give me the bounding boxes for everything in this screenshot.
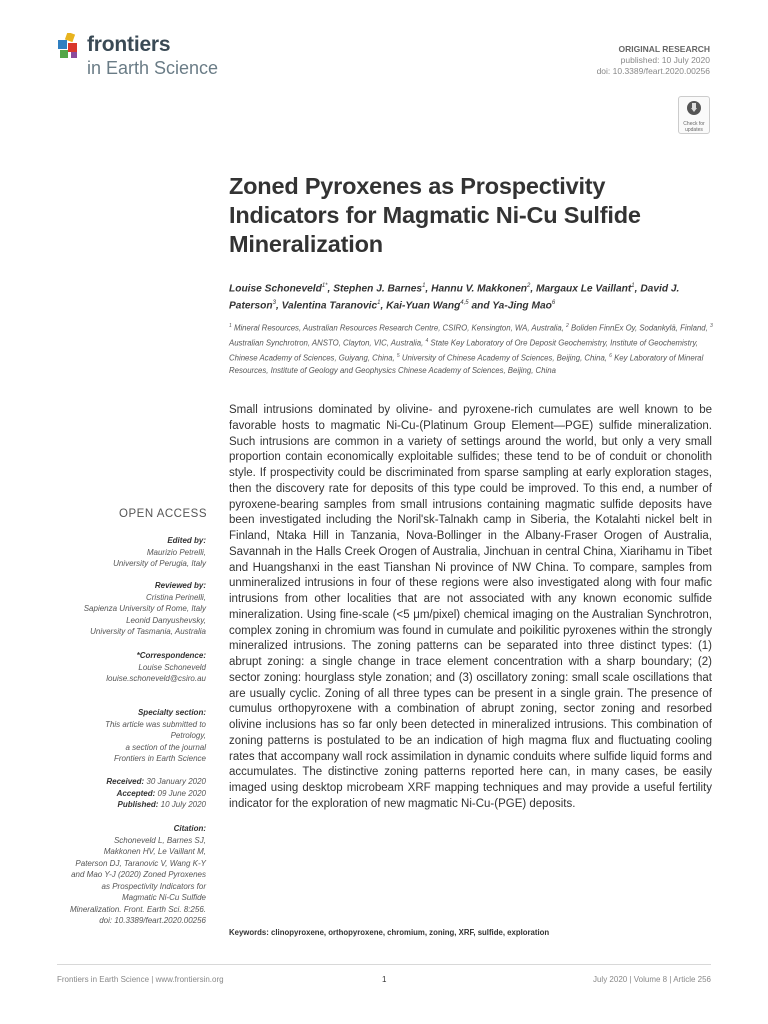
citation-line: Paterson DJ, Taranovic V, Wang K-Y bbox=[75, 858, 206, 868]
author-sup: 4,5 bbox=[460, 300, 469, 307]
logo-line1: frontiers bbox=[87, 33, 171, 56]
specialty-line: a section of the journal bbox=[125, 742, 206, 752]
reviewer-name: Cristina Perinelli, bbox=[145, 592, 206, 602]
author-sup: 2 bbox=[526, 283, 531, 289]
page-number: 1 bbox=[382, 975, 387, 984]
reviewed-by-label: Reviewed by: bbox=[154, 581, 206, 590]
reviewer-affil: University of Tasmania, Australia bbox=[90, 627, 206, 636]
editor-name: Maurizio Petrelli, bbox=[146, 547, 206, 557]
affiliation: Mineral Resources, Australian Resources Research Centre, CSIRO, Kensington, WA, Australia, bbox=[233, 323, 564, 333]
article-title: Zoned Pyroxenes as Prospectivity Indicators for Magmatic Ni-Cu Sulfide Mineralization bbox=[229, 173, 641, 257]
published-label: Published: bbox=[117, 800, 159, 809]
correspondence-email[interactable]: louise.schoneveld@csiro.au bbox=[106, 674, 206, 683]
article-type: ORIGINAL RESEARCH bbox=[618, 44, 710, 54]
published-date-side: 10 July 2020 bbox=[160, 800, 206, 809]
logo-line2: in Earth Science bbox=[87, 58, 219, 78]
affil-sup: 5 bbox=[396, 353, 400, 360]
edited-by-label: Edited by: bbox=[167, 536, 206, 545]
author[interactable]: Louise Schoneveld bbox=[229, 283, 322, 295]
author-list: Louise Schoneveld$^{1*}$, Stephen J. Barnes$^1$, Hannu V. Makkonen$^2$, Margaux Le Vaillant$^1$, David J. Paterson$^3$, Valentina Taranovic$^1$, Kai-Yuan Wang$^{4,5}$ and Ya-Jing Mao$^6$ bbox=[229, 283, 680, 312]
affil-sup: 4 bbox=[425, 338, 429, 345]
citation-line: Schoneveld L, Barnes SJ, bbox=[113, 835, 206, 845]
keywords bbox=[229, 928, 709, 937]
author[interactable]: Kai-Yuan Wang bbox=[386, 300, 461, 312]
keywords-list: clinopyroxene, orthopyroxene, chromium, zoning, XRF, sulfide, exploration bbox=[271, 928, 550, 937]
author[interactable]: Margaux Le Vaillant bbox=[535, 283, 632, 295]
author[interactable]: Hannu V. Makkonen bbox=[431, 283, 527, 295]
published-date: published: 10 July 2020 bbox=[620, 55, 710, 65]
author[interactable]: Stephen J. Barnes bbox=[333, 283, 423, 295]
citation-line: and Mao Y-J (2020) Zoned Pyroxenes bbox=[71, 870, 206, 879]
affil-sup: 2 bbox=[566, 323, 569, 329]
edited-by-block bbox=[113, 535, 206, 570]
citation-line: as Prospectivity Indicators for bbox=[101, 881, 206, 891]
accepted-date: 09 June 2020 bbox=[157, 788, 206, 798]
affiliation: University of Chinese Academy of Sciences, Beijing, China, bbox=[401, 353, 607, 363]
author[interactable]: David J. Paterson bbox=[229, 283, 680, 312]
article-meta bbox=[597, 44, 710, 77]
check-updates-icon bbox=[686, 100, 702, 116]
citation-block bbox=[70, 823, 206, 927]
citation-line: Magmatic Ni-Cu Sulfide bbox=[121, 893, 206, 902]
journal-logo[interactable] bbox=[57, 33, 257, 83]
citation-line: Mineralization. Front. Earth Sci. 8:256. bbox=[69, 904, 206, 914]
footer-divider bbox=[57, 964, 711, 965]
affil-sup: 1 bbox=[229, 323, 232, 329]
affil-sup: 6 bbox=[609, 353, 612, 360]
author-sup: 3 bbox=[272, 300, 276, 307]
author[interactable]: Valentina Taranovic bbox=[281, 300, 378, 312]
affil-sup: 3 bbox=[709, 323, 713, 329]
author-sup: 1* bbox=[321, 283, 328, 289]
author-sup: 6 bbox=[551, 300, 556, 307]
affiliation: State Key Laboratory of Ore Deposit Geochemistry, Institute of Geochemistry, Chinese Academy of Sciences, Guiyang, China, bbox=[229, 338, 698, 363]
specialty-label: Specialty section: bbox=[137, 708, 206, 717]
affiliation: Boliden FinnEx Oy, Sodankylä, Finland, bbox=[571, 323, 708, 333]
affiliation: Key Laboratory of Mineral Resources, Institute of Geology and Geophysics Chinese Academy of Sciences, Beijing, China bbox=[229, 353, 704, 376]
footer-journal[interactable]: Frontiers in Earth Science | www.frontiersin.org bbox=[57, 975, 224, 984]
editor-affil: University of Perugia, Italy bbox=[113, 559, 206, 568]
open-access-label: OPEN ACCESS bbox=[119, 508, 207, 520]
reviewer-name: Leonid Danyushevsky, bbox=[126, 615, 206, 625]
specialty-block bbox=[105, 707, 206, 765]
correspondence-block bbox=[106, 650, 206, 685]
author-sup: 1 bbox=[631, 283, 635, 289]
received-date: 30 January 2020 bbox=[146, 777, 206, 786]
reviewed-by-block bbox=[84, 580, 206, 638]
citation-doi[interactable]: doi: 10.3389/feart.2020.00256 bbox=[99, 916, 206, 925]
reviewer-affil: Sapienza University of Rome, Italy bbox=[83, 604, 206, 613]
citation-line: Makkonen HV, Le Vaillant M, bbox=[103, 847, 206, 856]
specialty-line: This article was submitted to bbox=[105, 719, 206, 729]
specialty-line: Petrology, bbox=[170, 731, 206, 740]
frontiers-logo-icon bbox=[57, 33, 83, 59]
badge-line1: Check for bbox=[683, 121, 705, 127]
affiliation: Australian Synchrotron, ANSTO, Clayton, VIC, Australia, bbox=[229, 338, 424, 348]
correspondence-name: Louise Schoneveld bbox=[138, 662, 206, 672]
accepted-label: Accepted: bbox=[116, 788, 156, 798]
footer-issue: July 2020 | Volume 8 | Article 256 bbox=[592, 975, 711, 984]
keywords-label: Keywords: bbox=[229, 928, 269, 937]
citation-label: Citation: bbox=[173, 824, 206, 833]
author[interactable]: Ya-Jing Mao bbox=[492, 300, 552, 312]
received-label: Received: bbox=[106, 777, 145, 786]
correspondence-label: *Correspondence: bbox=[136, 651, 206, 660]
abstract-text: Small intrusions dominated by olivine- and pyroxene-rich cumulates are well known to be favorable hosts to magmatic Ni-Cu-(Platinum Group Element—PGE) sulfide mineralization. Such intrusions are common in a variety of settings around the world, but only a very small proportion contain economically exploitable sulfides; these tend to be of conduit or chonolith style. If prospectivity could be discriminated from sparse sampling at early exploration stages, then the discovery rate for deposits of this type could be improved. To this end, a number of pyroxene-bearing samples from small intrusions containing magmatic sulfide deposits have been investigated including the Noril'sk-Talnakh camp in Siberia, the Kotalahti nickel belt in Finland, Ntaka Hill in Tanzania, Nova-Bollinger in the Albany-Fraser Orogen of Australia, Savannah in the Halls Creek Orogen of Australia, Jinchuan in central China, Xiarihamu in Tibet and Huangshanxi in the east Tianshan Ni province of NW China. To compare, samples from unmineralized intrusions in four of these regions were also investigated along with four mafic intrusions from other localities that are not associated with any known economic sulfide mineralization. Using fine-scale (<5 μm/pixel) chemical imaging on the Australian Synchrotron, complex zoning in chromium was found in cumulate and poikilitic pyroxenes within the strongly mineralized intrusions. The zoning patterns can be separated into three distinct types: (1) abrupt zoning: a single change in trace element concentration with a sharp boundary; (2) sector zoning: hourglass style zonation; and (3) oscillatory zoning: small scale oscillations that are usually cyclic. Zoning of all three types can be present in a single grain. The presence of cumulus orthopyroxene with a combination of abrupt zoning, sector zoning and resorbed olivine inclusions has so far only been detected in mineralized intrusions. This combination of zoning patterns is postulated to be an indication of high magma flux and fluctuating cooling rates that accompany wall rock assimilation in dynamic conduits where sulfide liquid forms and accumulates. The distinctive zoning patterns reported here can, in many cases, be easily imaged using desktop microbeam XRF mapping techniques and may provide a useful fertility indicator for the exploration of new magmatic Ni-Cu-(PGE) deposits. bbox=[229, 404, 712, 810]
author-sup: 1 bbox=[377, 300, 381, 307]
affiliations bbox=[229, 320, 713, 378]
specialty-line: Frontiers in Earth Science bbox=[113, 754, 206, 763]
badge-line2: updates bbox=[685, 127, 703, 133]
author-sup: 1 bbox=[422, 283, 426, 289]
dates-block bbox=[106, 776, 206, 811]
doi-link[interactable]: doi: 10.3389/feart.2020.00256 bbox=[596, 66, 710, 76]
check-for-updates-badge[interactable] bbox=[678, 96, 710, 134]
